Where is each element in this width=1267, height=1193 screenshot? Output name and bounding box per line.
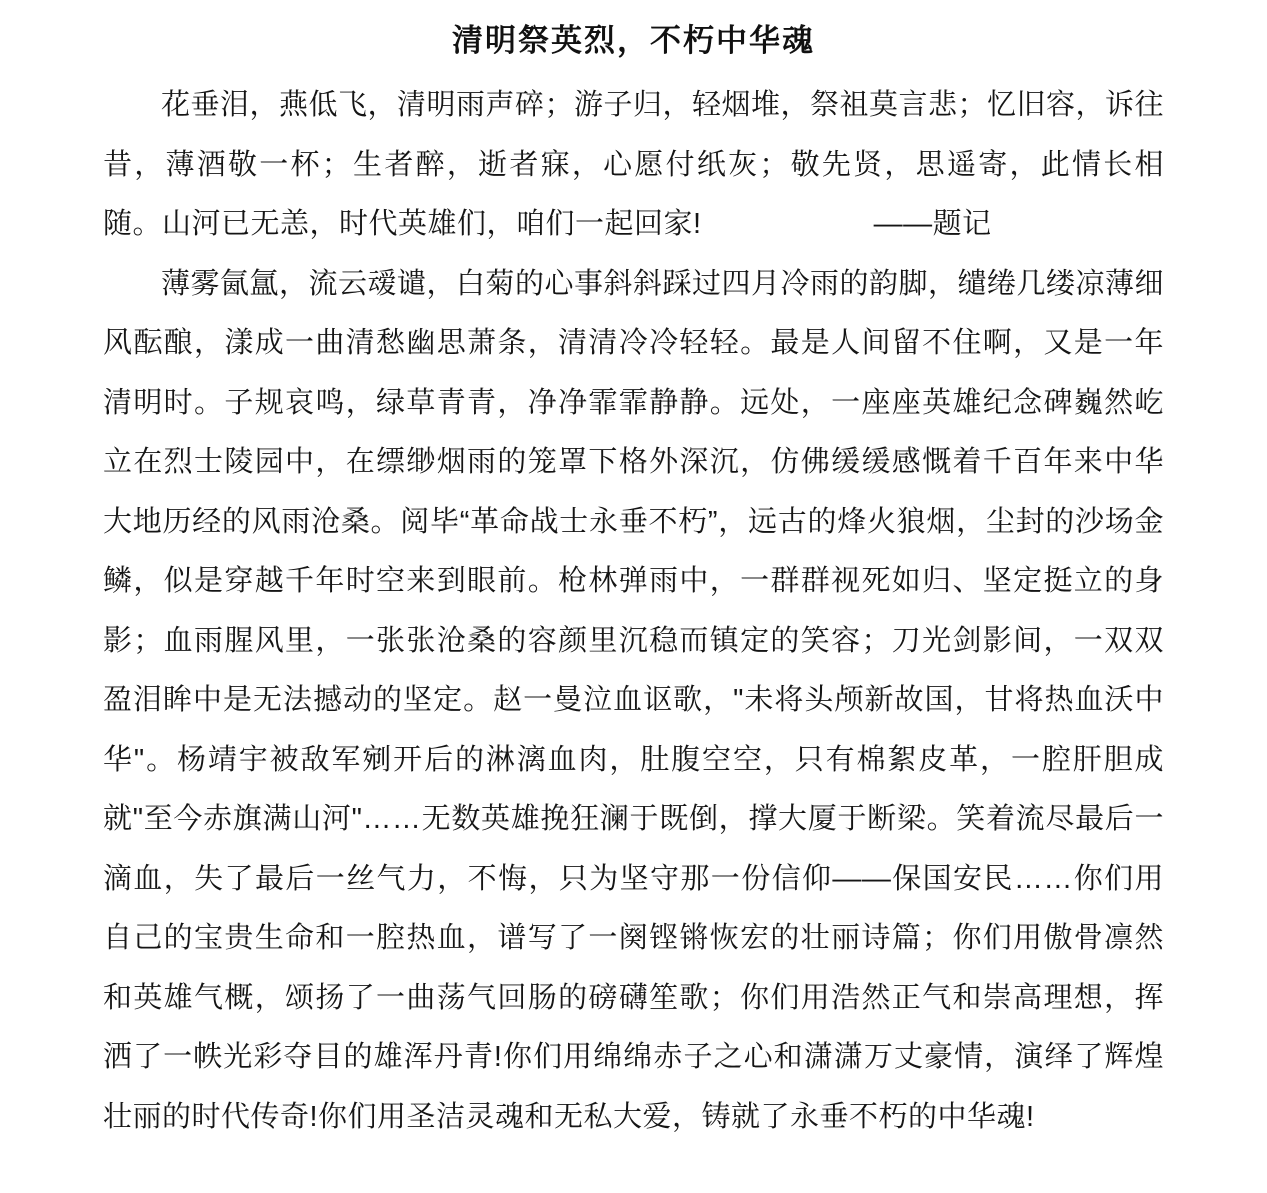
document-title: 清明祭英烈，不朽中华魂 bbox=[452, 23, 815, 58]
epigraph-signature: ——题记 bbox=[873, 208, 992, 240]
epigraph-text: 花垂泪，燕低飞，清明雨声碎；游子归，轻烟堆，祭祖莫言悲；忆旧容，诉往昔，薄酒敬一杯；生者醉，逝者寐，心愿付纸灰；敬先贤，思遥寄，此情长相随。山河已无恙，时代英雄们，咱们一起回家! bbox=[103, 89, 1165, 240]
body-paragraph: 薄雾氤氲，流云叆谴，白菊的心事斜斜踩过四月冷雨的韵脚，缱绻几缕凉薄细风酝酿，漾成一曲清愁幽思萧条，清清冷冷轻轻。最是人间留不住啊，又是一年清明时。子规哀鸣，绿草青青，净净霏霏静静。远处，一座座英雄纪念碑巍然屹立在烈士陵园中，在缥缈烟雨的笼罩下格外深沉，仿佛缓缓感慨着千百年来中华大地历经的风雨沧桑。阅毕“革命战士永垂不朽”，远古的烽火狼烟，尘封的沙场金鳞，似是穿越千年时空来到眼前。枪林弹雨中，一群群视死如归、坚定挺立的身影；血雨腥风里，一张张沧桑的容颜里沉稳而镇定的笑容；刀光剑影间，一双双盈泪眸中是无法撼动的坚定。赵一曼泣血讴歌，"未将头颅新故国，甘将热血沃中华"。杨靖宇被敌军剜开后的淋漓血肉，肚腹空空，只有棉絮皮革，一腔肝胆成就"至今赤旗满山河"……无数英雄挽狂澜于既倒，撑大厦于断梁。笑着流尽最后一滴血，失了最后一丝气力，不悔，只为坚守那一份信仰——保国安民……你们用自己的宝贵生命和一腔热血，谱写了一阕铿锵恢宏的壮丽诗篇；你们用傲骨凛然和英雄气概，颂扬了一曲荡气回肠的磅礴笙歌；你们用浩然正气和崇高理想，挥洒了一帙光彩夺目的雄浑丹青!你们用绵绵赤子之心和潇潇万丈豪情，演绎了辉煌壮丽的时代传奇!你们用圣洁灵魂和无私大爱，铸就了永垂不朽的中华魂! bbox=[103, 267, 1165, 1133]
epigraph-paragraph bbox=[103, 76, 1164, 255]
